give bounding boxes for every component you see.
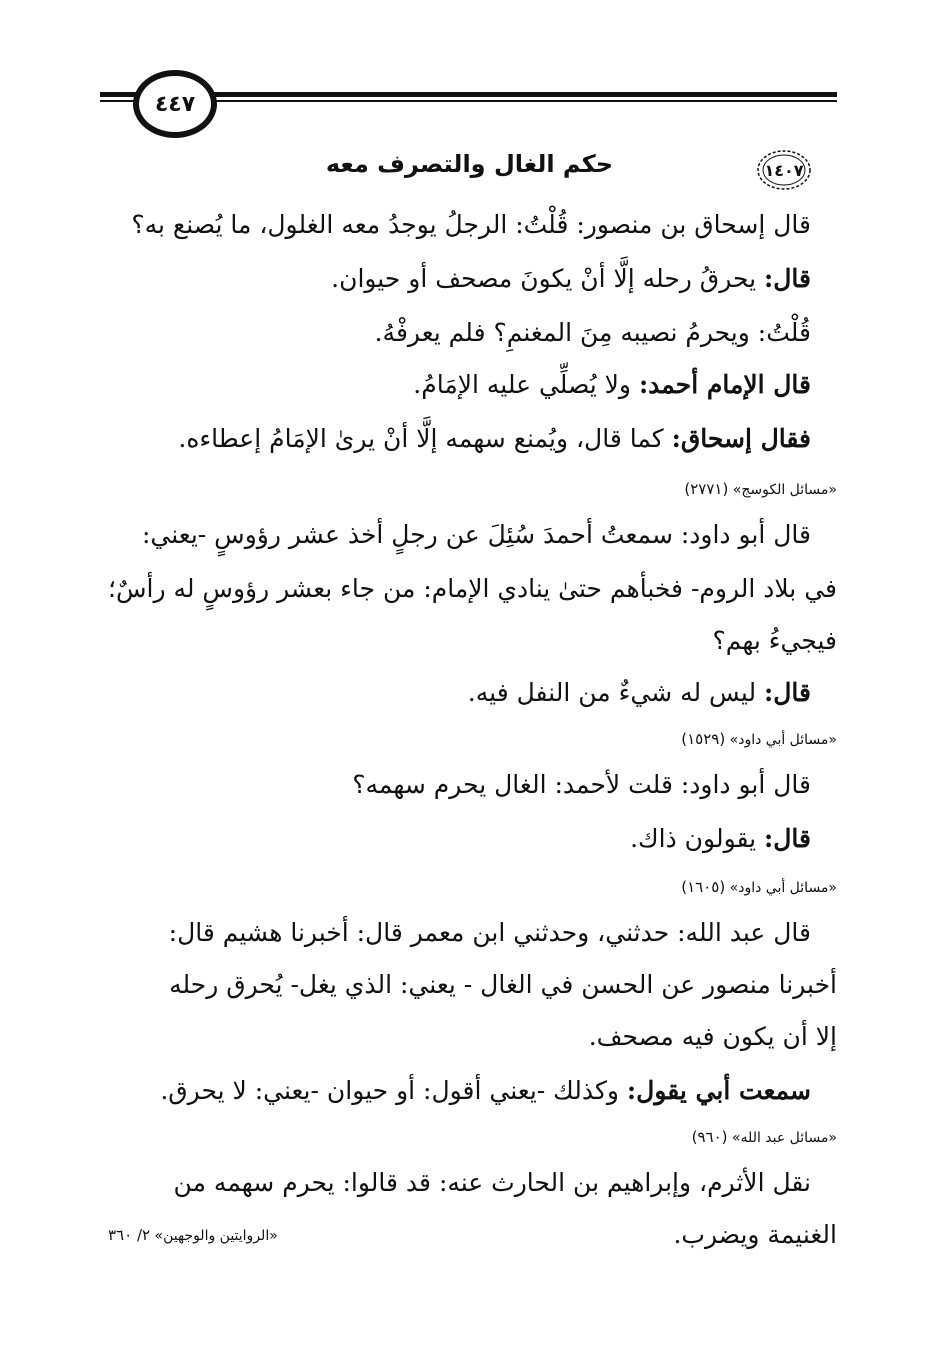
page-number: ٤٤٧ [154,91,196,117]
text-line: الغنيمة ويضرب. [673,1220,837,1249]
issue-number: ١٤٠٧ [764,160,804,180]
section-title: حكم الغال والتصرف معه [325,150,613,178]
text-line: قال إسحاق بن منصور: قُلْتُ: الرجلُ يوجدُ معه الغلول، ما يُصنع به؟ [131,210,811,239]
text-line: قال أبو داود: قلت لأحمد: الغال يحرم سهمه؟ [352,770,811,799]
text-line: قال: يقولون ذاك. [630,824,811,853]
page-number-oval [133,70,217,138]
text-line: أخبرنا منصور عن الحسن في الغال - يعني: الذي يغل- يُحرق رحله [169,970,837,999]
text-line: فقال إسحاق: كما قال، ويُمنع سهمه إلَّا أنْ يرىٰ الإمَامُ إعطاءه. [178,424,811,453]
text-line: إلا أن يكون فيه مصحف. [588,1022,837,1051]
text-line: قُلْتُ: ويحرمُ نصيبه مِنَ المغنمِ؟ فلم يعرفْهُ. [374,318,811,347]
text-line: في بلاد الروم- فخبأهم حتىٰ ينادي الإمام: من جاء بعشر رؤوسٍ له رأسٌ؛ [108,574,837,603]
source-citation: «مسائل أبي داود» (١٦٠٥) [681,878,837,896]
text-line: قال أبو داود: سمعتُ أحمدَ سُئِلَ عن رجلٍ أخذ عشر رؤوسٍ -يعني: [141,520,811,549]
issue-number-medallion [756,148,812,192]
text-line: قال عبد الله: حدثني، وحدثني ابن معمر قال: أخبرنا هشيم قال: [168,918,811,947]
text-line: نقل الأثرم، وإبراهيم بن الحارث عنه: قد قالوا: يحرم سهمه من [173,1168,811,1197]
text-line: قال: ليس له شيءٌ من النفل فيه. [467,678,811,707]
text-line: قال الإمام أحمد: ولا يُصلِّي عليه الإمَامُ. [413,370,811,399]
text-line: قال: يحرقُ رحله إلَّا أنْ يكونَ مصحف أو حيوان. [331,264,811,293]
source-citation: «مسائل عبد الله» (٩٦٠) [691,1128,837,1146]
text-line: سمعت أبي يقول: وكذلك -يعني أقول: أو حيوان -يعني: لا يحرق. [160,1076,811,1105]
source-citation: «مسائل الكوسج» (٢٧٧١) [684,480,837,498]
text-line: فيجيءُ بهم؟ [712,626,837,655]
source-citation: «الروايتين والوجهين» ٢/ ٣٦٠ [108,1226,278,1244]
source-citation: «مسائل أبي داود» (١٥٢٩) [681,730,837,748]
